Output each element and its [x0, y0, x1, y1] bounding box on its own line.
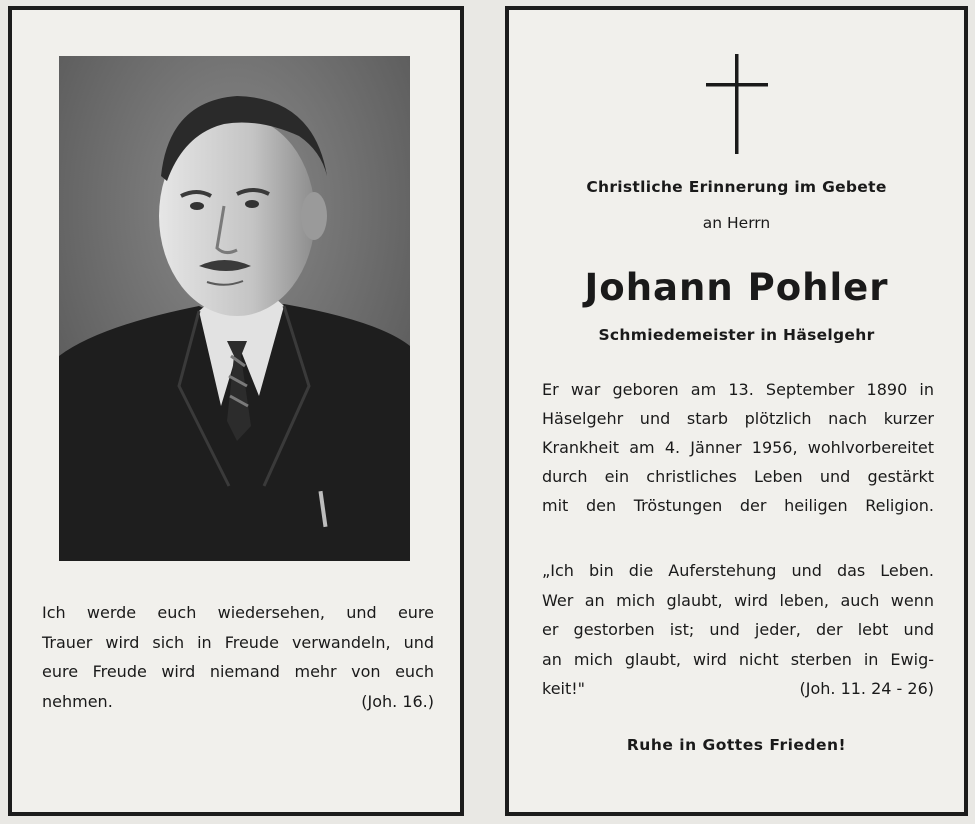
biography-line: Häselgehr und starb plötzlich nach kurzer: [542, 409, 934, 428]
quote-line: „Ich bin die Auferstehung und das Leben.: [542, 561, 934, 580]
quote-line: er gestorben ist; und jeder, der lebt und: [542, 620, 934, 639]
memorial-heading: Christliche Erinnerung im Gebete: [586, 178, 887, 196]
right-panel: [505, 6, 968, 816]
portrait-image: [59, 56, 410, 561]
portrait-photo: [59, 56, 410, 561]
quote-last-word: keit!": [542, 679, 586, 698]
left-verse-line: Ich werde euch wiedersehen, und eure: [42, 603, 434, 622]
salutation: an Herrn: [702, 214, 771, 232]
left-panel: [8, 6, 464, 816]
profession: Schmiedemeister in Häselgehr: [598, 326, 875, 344]
biography: [542, 375, 934, 520]
biography-line: Krankheit am 4. Jänner 1956, wohlvorbereitet: [542, 438, 934, 457]
biography-line: mit den Tröstungen der heiligen Religion.: [542, 496, 934, 515]
biography-line: Er war geboren am 13. September 1890 in: [542, 380, 934, 399]
left-verse-last-word: nehmen.: [42, 691, 113, 711]
quote-reference: (Joh. 11. 24 - 26): [799, 679, 934, 698]
cross-icon: [706, 54, 768, 154]
deceased-name: Johann Pohler: [584, 266, 889, 309]
left-verse: [42, 598, 434, 716]
quote-line: an mich glaubt, wird nicht sterben in Ewig-: [542, 649, 934, 669]
left-verse-reference: (Joh. 16.): [361, 691, 434, 711]
scripture-quote: [542, 556, 934, 704]
quote-last-line: [542, 674, 934, 704]
left-verse-line: Trauer wird sich in Freude verwandeln, und: [42, 632, 434, 652]
quote-line: Wer an mich glaubt, wird leben, auch wenn: [542, 590, 934, 610]
closing-blessing: Ruhe in Gottes Frieden!: [626, 736, 847, 754]
left-verse-line: eure Freude wird niemand mehr von euch: [42, 662, 434, 681]
biography-line: durch ein christliches Leben und gestärkt: [542, 467, 934, 486]
left-verse-last-line: [42, 687, 434, 717]
